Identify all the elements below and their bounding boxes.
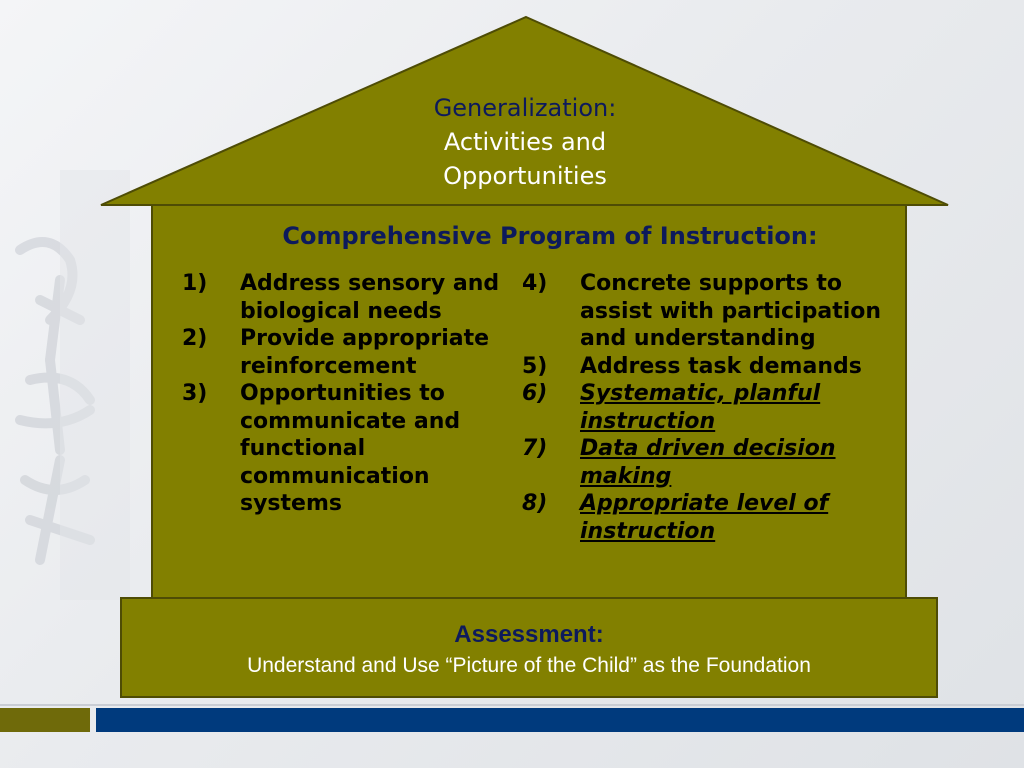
instruction-list-left xyxy=(182,270,512,518)
item-number: 7) xyxy=(522,436,548,461)
item-text: Concrete supports to assist with participation and understanding xyxy=(580,271,882,351)
list-item xyxy=(182,325,512,380)
item-text: Systematic, planful instruction xyxy=(580,381,821,434)
item-text: Address task demands xyxy=(580,353,862,379)
item-number: 1) xyxy=(182,271,208,296)
footer-accent-olive xyxy=(0,708,90,732)
item-number: 8) xyxy=(522,491,548,516)
item-text: Data driven decision making xyxy=(580,436,836,489)
roof-line-3: Opportunities xyxy=(443,162,607,190)
item-number: 3) xyxy=(182,381,208,406)
roof-line-2: Activities and xyxy=(443,128,607,156)
list-item xyxy=(182,270,512,325)
list-item-emphasized xyxy=(522,435,902,490)
item-number: 4) xyxy=(522,271,548,296)
foundation-heading: Assessment: xyxy=(454,621,604,648)
foundation-text: Understand and Use “Picture of the Child” as the Foundation xyxy=(247,654,811,677)
instruction-list-right xyxy=(522,270,902,545)
footer-accent-blue xyxy=(96,708,1024,732)
item-text: Address sensory and biological needs xyxy=(240,271,500,324)
house-foundation xyxy=(120,597,938,698)
item-number: 6) xyxy=(522,381,548,406)
list-item xyxy=(522,270,902,353)
list-item-emphasized xyxy=(522,380,902,435)
item-text: Opportunities to communicate and functional communication systems xyxy=(240,381,461,516)
roof-label xyxy=(330,91,720,193)
list-item-emphasized xyxy=(522,490,902,545)
body-heading: Comprehensive Program of Instruction: xyxy=(282,222,818,250)
footer-divider xyxy=(0,704,1024,706)
list-item xyxy=(522,353,902,381)
item-text: Appropriate level of instruction xyxy=(580,491,829,544)
roof-heading: Generalization: xyxy=(433,94,617,122)
list-item xyxy=(182,380,512,518)
item-number: 5) xyxy=(522,353,548,379)
item-number: 2) xyxy=(182,326,208,351)
item-text: Provide appropriate reinforcement xyxy=(240,326,490,379)
